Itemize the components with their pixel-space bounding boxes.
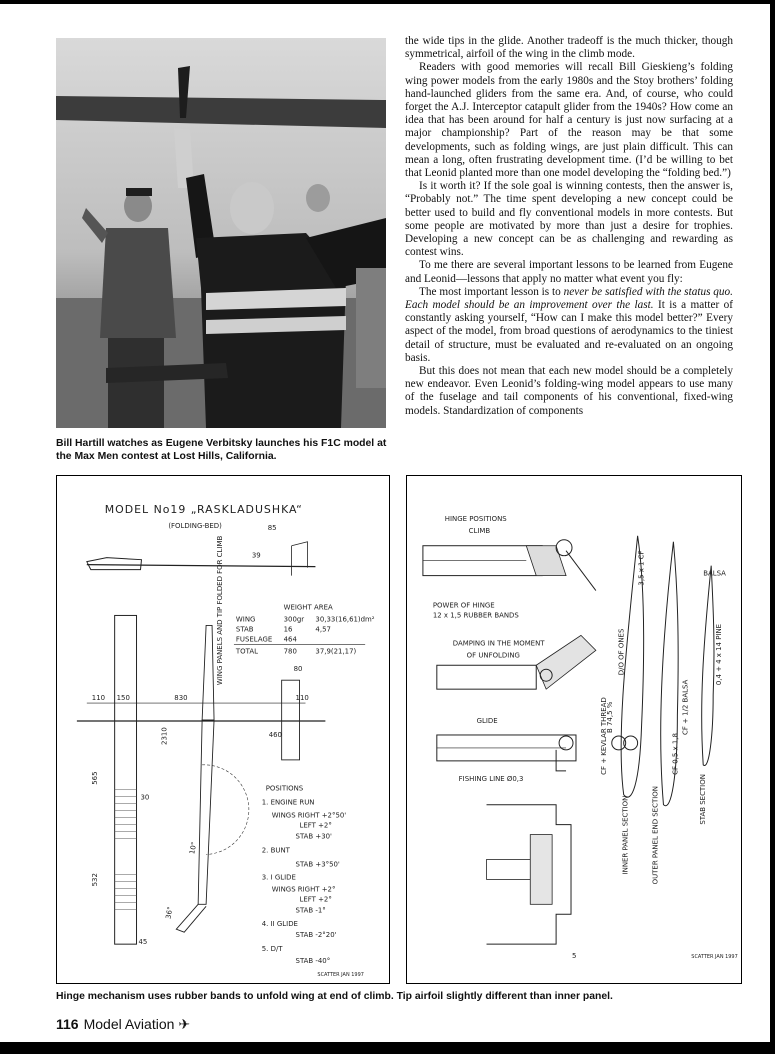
- position-line: LEFT +2°: [299, 895, 332, 904]
- position-line: 5. D/T: [261, 945, 283, 954]
- position-line: STAB -2°20': [295, 931, 337, 940]
- article-paragraph: But this does not mean that each new model should be a completely new endeavor. Even Leonid’s folding-wing model appears to use many of the fuselage and tail components of his conventional, fixed-wing models. Standardization of components: [405, 365, 733, 417]
- label-inner-panel: INNER PANEL SECTION: [621, 795, 630, 875]
- label-cf: 3,5 x 1 CF: [637, 550, 646, 586]
- article-paragraph: the wide tips in the glide. Another tradeoff is the much thicker, though symmetrical, airfoil of the wing in the climb mode.: [405, 35, 733, 61]
- model-plan-drawing: [56, 475, 390, 984]
- hinge-detail-drawing: [406, 475, 742, 984]
- page-top-edge: [0, 0, 775, 4]
- row-part: WING: [235, 615, 256, 624]
- label-outer-panel: OUTER PANEL END SECTION: [651, 786, 660, 885]
- dim-532: 532: [90, 873, 99, 887]
- dim-565: 565: [90, 771, 99, 785]
- hinge-title: HINGE POSITIONS: [444, 514, 507, 523]
- dim-39: 39: [251, 551, 261, 560]
- drawing-caption: Hinge mechanism uses rubber bands to unfold wing at end of climb. Tip airfoil slightly different than inner panel.: [56, 991, 613, 1002]
- row-area: 37,9(21,17): [315, 647, 357, 656]
- label-cf-balsa: CF + 1/2 BALSA: [681, 679, 690, 735]
- dim-45: 45: [138, 938, 148, 947]
- power-of-hinge: POWER OF HINGE: [432, 601, 495, 610]
- position-line: 4. II GLIDE: [261, 920, 298, 929]
- article-paragraph: To me there are several important lessons to be learned from Eugene and Leonid—lessons that apply no matter what event you fly:: [405, 259, 733, 285]
- row-part: FUSELAGE: [235, 635, 273, 644]
- fishing-line-label: FISHING LINE Ø0,3: [458, 774, 524, 783]
- drawing-page-mark: 5: [572, 952, 577, 961]
- positions-title: POSITIONS: [265, 784, 304, 793]
- article-text: [405, 35, 733, 418]
- page-right-edge: [770, 0, 775, 1054]
- lesson-emphasis: never be satisfied with the status quo. Each model should be an improvement over the last.: [405, 285, 733, 312]
- magazine-name: Model Aviation: [83, 1016, 175, 1032]
- dim-85: 85: [267, 523, 277, 532]
- position-line: STAB +30': [295, 832, 332, 841]
- article-paragraph: [405, 286, 733, 365]
- plane-icon: ✈: [178, 1016, 191, 1032]
- label-kevlar: CF + KEVLAR THREAD: [599, 697, 608, 775]
- row-part: STAB: [235, 625, 254, 634]
- lesson-lead: The most important lesson is to: [419, 285, 564, 298]
- weight-header: WEIGHT AREA: [283, 603, 333, 612]
- label-do: D/O OF ONES: [617, 628, 626, 676]
- article-paragraph: Is it worth it? If the sole goal is winning contests, then the answer is, “Probably not.” The time spent developing a new concept could be better used to build and fly conventional models in more contests. But some people are motivated by more than just a desire for trophies. Developing a new concept can be as challenging and rewarding as contest wins.: [405, 180, 733, 259]
- plan-title: MODEL No19 „RASKLADUSHKA“: [104, 502, 303, 516]
- label-b745: B 74,5 %: [605, 701, 614, 733]
- page-bottom-edge: [0, 1042, 775, 1054]
- photo-caption: Bill Hartill watches as Eugene Verbitsky launches his F1C model at the Max Men contest at Lost Hills, California.: [56, 438, 387, 462]
- position-line: LEFT +2°: [299, 821, 332, 830]
- plan-credit: SCATTER JAN 1997: [317, 972, 364, 979]
- row-area: 4,57: [315, 625, 331, 634]
- climb-label: CLIMB: [468, 526, 491, 535]
- position-line: 3. I GLIDE: [261, 873, 296, 882]
- positions-list: [262, 785, 347, 965]
- article-paragraph: Readers with good memories will recall Bill Gieskieng’s folding wing power models from the early 1980s and the Stoy brothers’ folding hand-launched gliders from the same era. And, of course, who could forget the A.J. Interceptor catapult glider from the 1940s? How come an idea that has been around for half a century is just now surfacing at a major championship? Part of the reason may be that some developments, such as folding wings, are just plain difficult. This can mean a long, often frustrating development time. (I’d be willing to bet that Leonid planted more than one model developing the “folding bed.”): [405, 61, 733, 180]
- dim-830: 830: [174, 694, 188, 703]
- row-part: TOTAL: [235, 647, 258, 656]
- dim-110b: 110: [295, 694, 309, 703]
- position-line: WINGS RIGHT +2°50': [271, 811, 347, 820]
- page-footer: [56, 1016, 190, 1033]
- unfolding-label: OF UNFOLDING: [466, 651, 520, 660]
- damping-label: DAMPING IN THE MOMENT: [452, 639, 545, 648]
- dim-80: 80: [293, 665, 303, 674]
- dim-2310: 2310: [160, 727, 169, 745]
- label-pine: 0,4 + 4 x 14 PINE: [715, 623, 724, 686]
- weight-table: [234, 615, 375, 655]
- hinge-credit: SCATTER JAN 1997: [691, 954, 738, 961]
- position-line: WINGS RIGHT +2°: [271, 885, 336, 894]
- glide-label: GLIDE: [476, 717, 498, 726]
- label-balsa: BALSA: [703, 569, 726, 578]
- side-note: WING PANELS AND TIP FOLDED FOR CLIMB: [216, 535, 225, 686]
- dim-460: 460: [268, 730, 282, 739]
- page-number: 116: [56, 1016, 79, 1032]
- dim-36deg: 36°: [164, 906, 175, 920]
- position-line: STAB -40°: [295, 957, 331, 966]
- position-line: 2. BUNT: [261, 846, 290, 855]
- row-weight: 300gr: [283, 615, 305, 624]
- dim-110: 110: [91, 694, 106, 703]
- position-line: STAB -1°: [295, 906, 326, 915]
- position-line: STAB +3°50': [295, 860, 340, 869]
- row-weight: 780: [283, 647, 297, 656]
- rubber-bands: 12 x 1,5 RUBBER BANDS: [432, 611, 519, 620]
- lesson-tail: It is a matter of constantly asking yourself, “How can I make this model better?” Every aspect of the model, from broad questions of aerodynamics to the tiniest detail of structure, must be evaluated and re-evaluated on an ongoing basis.: [405, 299, 733, 364]
- row-weight: 16: [283, 625, 293, 634]
- dim-10deg: 10°: [188, 841, 199, 855]
- row-weight: 464: [283, 635, 297, 644]
- row-area: 30,33(16,61)dm²: [315, 615, 375, 624]
- dim-150: 150: [116, 694, 130, 703]
- plan-subtitle: (FOLDING-BED): [168, 521, 222, 530]
- launch-photo: [56, 38, 386, 428]
- position-line: 1. ENGINE RUN: [261, 798, 315, 807]
- label-cf05: CF 0,5 x 1,8: [671, 733, 680, 775]
- dim-30: 30: [140, 793, 150, 802]
- label-stab-section: STAB SECTION: [699, 774, 708, 825]
